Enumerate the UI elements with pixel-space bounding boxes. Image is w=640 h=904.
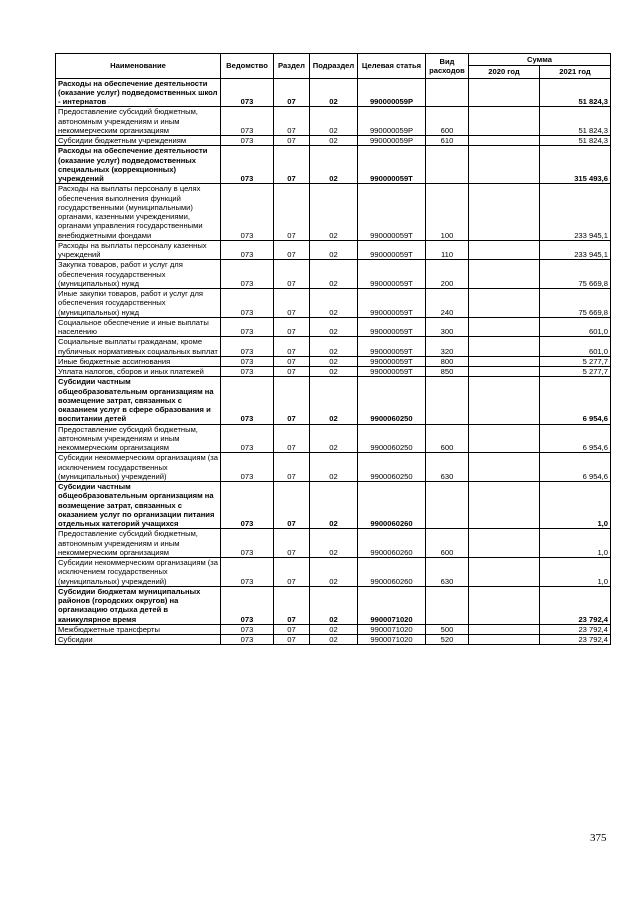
table-row: [56, 260, 611, 289]
cell-target: 9900071020: [358, 635, 426, 645]
cell-sum-2021: 6 954,6: [540, 424, 611, 453]
cell-expense-type: 600: [426, 529, 469, 558]
cell-name: Расходы на обеспечение деятельности (оказание услуг) подведомственных школ - интернатов: [56, 78, 221, 107]
table-row: [56, 136, 611, 146]
cell-sum-2021: 75 669,8: [540, 289, 611, 318]
cell-name: Субсидии частным общеобразовательным организациям на возмещение затрат, связанных с оказанием услуг по организации питания отдельных категорий учащихся: [56, 482, 221, 529]
cell-sum-2020: [469, 586, 540, 624]
cell-target: 9900060260: [358, 529, 426, 558]
table-row: [56, 146, 611, 184]
cell-name: Субсидии бюджетам муниципальных районов (городских округов) на организацию отдыха детей в каникулярное время: [56, 586, 221, 624]
cell-sum-2021: 6 954,6: [540, 453, 611, 482]
cell-target: 990000059Р: [358, 78, 426, 107]
page-number: 375: [590, 832, 607, 844]
cell-target: 990000059Т: [358, 337, 426, 357]
cell-dept: 073: [221, 107, 274, 136]
cell-dept: 073: [221, 482, 274, 529]
table-row: [56, 367, 611, 377]
cell-name: Расходы на обеспечение деятельности (оказание услуг) подведомственных специальных (коррекционных) учреждений: [56, 146, 221, 184]
cell-sum-2020: [469, 367, 540, 377]
cell-name: Субсидии бюджетным учреждениям: [56, 136, 221, 146]
cell-name: Расходы на выплаты персоналу казенных учреждений: [56, 240, 221, 260]
header-year-2021: 2021 год: [540, 66, 611, 78]
cell-target: 990000059Т: [358, 289, 426, 318]
cell-subsection: 02: [310, 260, 358, 289]
cell-section: 07: [274, 107, 310, 136]
cell-subsection: 02: [310, 356, 358, 366]
cell-section: 07: [274, 337, 310, 357]
header-subsection: Подраздел: [310, 54, 358, 79]
cell-subsection: 02: [310, 635, 358, 645]
table-header: [56, 54, 611, 79]
header-target: Целевая статья: [358, 54, 426, 79]
cell-expense-type: 610: [426, 136, 469, 146]
cell-name: Предоставление субсидий бюджетным, автономным учреждениям и иным некоммерческим организациям: [56, 529, 221, 558]
table-row: [56, 635, 611, 645]
cell-sum-2021: 23 792,4: [540, 586, 611, 624]
cell-expense-type: [426, 377, 469, 424]
cell-expense-type: [426, 482, 469, 529]
cell-sum-2020: [469, 136, 540, 146]
cell-target: 9900060260: [358, 482, 426, 529]
cell-section: 07: [274, 558, 310, 587]
cell-name: Иные бюджетные ассигнования: [56, 356, 221, 366]
cell-name: Уплата налогов, сборов и иных платежей: [56, 367, 221, 377]
cell-section: 07: [274, 586, 310, 624]
cell-target: 9900060250: [358, 453, 426, 482]
cell-dept: 073: [221, 424, 274, 453]
cell-sum-2020: [469, 78, 540, 107]
cell-subsection: 02: [310, 624, 358, 634]
cell-sum-2021: 5 277,7: [540, 356, 611, 366]
cell-subsection: 02: [310, 558, 358, 587]
cell-sum-2020: [469, 184, 540, 241]
cell-dept: 073: [221, 240, 274, 260]
table-row: [56, 356, 611, 366]
cell-expense-type: 200: [426, 260, 469, 289]
cell-sum-2021: 23 792,4: [540, 624, 611, 634]
cell-target: 990000059Р: [358, 107, 426, 136]
cell-subsection: 02: [310, 78, 358, 107]
cell-section: 07: [274, 635, 310, 645]
cell-sum-2020: [469, 453, 540, 482]
cell-expense-type: 630: [426, 453, 469, 482]
cell-sum-2021: 6 954,6: [540, 377, 611, 424]
cell-subsection: 02: [310, 367, 358, 377]
table-row: [56, 624, 611, 634]
cell-sum-2020: [469, 356, 540, 366]
cell-dept: 073: [221, 260, 274, 289]
header-dept: Ведомство: [221, 54, 274, 79]
cell-subsection: 02: [310, 424, 358, 453]
cell-section: 07: [274, 78, 310, 107]
header-name: Наименование: [56, 54, 221, 79]
cell-expense-type: 630: [426, 558, 469, 587]
cell-name: Иные закупки товаров, работ и услуг для обеспечения государственных (муниципальных) нужд: [56, 289, 221, 318]
cell-subsection: 02: [310, 136, 358, 146]
cell-sum-2020: [469, 260, 540, 289]
cell-name: Социальное обеспечение и иные выплаты населению: [56, 317, 221, 337]
cell-sum-2021: 1,0: [540, 482, 611, 529]
cell-section: 07: [274, 184, 310, 241]
cell-name: Субсидии частным общеобразовательным организациям на возмещение затрат, связанных с оказанием услуг в сфере образования и воспитании детей: [56, 377, 221, 424]
cell-section: 07: [274, 529, 310, 558]
cell-sum-2021: 1,0: [540, 529, 611, 558]
cell-expense-type: 800: [426, 356, 469, 366]
cell-target: 990000059Т: [358, 184, 426, 241]
table-body: [56, 78, 611, 645]
table-row: [56, 337, 611, 357]
cell-section: 07: [274, 240, 310, 260]
cell-section: 07: [274, 146, 310, 184]
cell-sum-2020: [469, 317, 540, 337]
cell-subsection: 02: [310, 317, 358, 337]
cell-target: 9900060250: [358, 424, 426, 453]
cell-sum-2020: [469, 289, 540, 318]
cell-target: 990000059Т: [358, 146, 426, 184]
cell-dept: 073: [221, 558, 274, 587]
cell-expense-type: 600: [426, 424, 469, 453]
cell-dept: 073: [221, 78, 274, 107]
table-row: [56, 78, 611, 107]
cell-section: 07: [274, 624, 310, 634]
cell-name: Субсидии: [56, 635, 221, 645]
cell-target: 990000059Т: [358, 367, 426, 377]
cell-subsection: 02: [310, 289, 358, 318]
cell-dept: 073: [221, 635, 274, 645]
cell-target: 990000059Т: [358, 240, 426, 260]
cell-sum-2021: 601,0: [540, 317, 611, 337]
cell-subsection: 02: [310, 107, 358, 136]
cell-sum-2021: 23 792,4: [540, 635, 611, 645]
cell-dept: 073: [221, 356, 274, 366]
cell-section: 07: [274, 367, 310, 377]
cell-expense-type: 110: [426, 240, 469, 260]
cell-sum-2020: [469, 424, 540, 453]
cell-name: Расходы на выплаты персоналу в целях обеспечения выполнения функций государственными (муниципальными) органами, казенными учреждениями, органами управления государственными внебюджетными фондами: [56, 184, 221, 241]
cell-sum-2020: [469, 624, 540, 634]
table-row: [56, 453, 611, 482]
cell-dept: 073: [221, 453, 274, 482]
cell-sum-2021: 5 277,7: [540, 367, 611, 377]
cell-sum-2021: 75 669,8: [540, 260, 611, 289]
cell-sum-2021: 233 945,1: [540, 240, 611, 260]
cell-dept: 073: [221, 377, 274, 424]
cell-subsection: 02: [310, 482, 358, 529]
cell-sum-2021: 315 493,6: [540, 146, 611, 184]
cell-sum-2020: [469, 146, 540, 184]
cell-target: 9900071020: [358, 624, 426, 634]
cell-sum-2020: [469, 377, 540, 424]
cell-subsection: 02: [310, 377, 358, 424]
cell-name: Межбюджетные трансферты: [56, 624, 221, 634]
cell-section: 07: [274, 356, 310, 366]
cell-target: 990000059Т: [358, 260, 426, 289]
header-expense-type: Вид расходов: [426, 54, 469, 79]
table-row: [56, 240, 611, 260]
cell-expense-type: 500: [426, 624, 469, 634]
cell-section: 07: [274, 482, 310, 529]
cell-section: 07: [274, 377, 310, 424]
cell-section: 07: [274, 424, 310, 453]
cell-sum-2021: 51 824,3: [540, 78, 611, 107]
table-row: [56, 184, 611, 241]
cell-section: 07: [274, 136, 310, 146]
cell-sum-2020: [469, 558, 540, 587]
table-row: [56, 558, 611, 587]
cell-dept: 073: [221, 184, 274, 241]
cell-dept: 073: [221, 136, 274, 146]
cell-subsection: 02: [310, 453, 358, 482]
budget-table: [55, 53, 611, 645]
cell-dept: 073: [221, 317, 274, 337]
cell-target: 990000059Т: [358, 356, 426, 366]
cell-target: 9900060260: [358, 558, 426, 587]
cell-name: Закупка товаров, работ и услуг для обеспечения государственных (муниципальных) нужд: [56, 260, 221, 289]
cell-target: 9900060250: [358, 377, 426, 424]
cell-name: Предоставление субсидий бюджетным, автономным учреждениям и иным некоммерческим организациям: [56, 107, 221, 136]
cell-sum-2020: [469, 482, 540, 529]
table-row: [56, 529, 611, 558]
table-row: [56, 107, 611, 136]
cell-subsection: 02: [310, 337, 358, 357]
cell-expense-type: 850: [426, 367, 469, 377]
cell-expense-type: [426, 586, 469, 624]
cell-expense-type: [426, 78, 469, 107]
cell-subsection: 02: [310, 240, 358, 260]
table-row: [56, 424, 611, 453]
cell-sum-2021: 601,0: [540, 337, 611, 357]
cell-target: 990000059Т: [358, 317, 426, 337]
cell-sum-2021: 51 824,3: [540, 107, 611, 136]
cell-dept: 073: [221, 146, 274, 184]
cell-dept: 073: [221, 289, 274, 318]
cell-dept: 073: [221, 586, 274, 624]
cell-expense-type: [426, 146, 469, 184]
cell-section: 07: [274, 317, 310, 337]
cell-expense-type: 240: [426, 289, 469, 318]
cell-sum-2021: 1,0: [540, 558, 611, 587]
cell-target: 9900071020: [358, 586, 426, 624]
cell-sum-2021: 51 824,3: [540, 136, 611, 146]
cell-name: Субсидии некоммерческим организациям (за исключением государственных (муниципальных) учреждений): [56, 558, 221, 587]
cell-expense-type: 520: [426, 635, 469, 645]
table-row: [56, 289, 611, 318]
cell-sum-2020: [469, 337, 540, 357]
table-row: [56, 586, 611, 624]
cell-expense-type: 600: [426, 107, 469, 136]
cell-dept: 073: [221, 529, 274, 558]
cell-subsection: 02: [310, 529, 358, 558]
cell-sum-2021: 233 945,1: [540, 184, 611, 241]
cell-subsection: 02: [310, 184, 358, 241]
cell-dept: 073: [221, 624, 274, 634]
cell-sum-2020: [469, 240, 540, 260]
cell-sum-2020: [469, 529, 540, 558]
cell-dept: 073: [221, 367, 274, 377]
cell-subsection: 02: [310, 146, 358, 184]
cell-expense-type: 320: [426, 337, 469, 357]
cell-expense-type: 100: [426, 184, 469, 241]
cell-sum-2020: [469, 635, 540, 645]
table-row: [56, 317, 611, 337]
cell-dept: 073: [221, 337, 274, 357]
cell-target: 990000059Р: [358, 136, 426, 146]
cell-name: Социальные выплаты гражданам, кроме публичных нормативных социальных выплат: [56, 337, 221, 357]
header-sum: Сумма: [469, 54, 611, 66]
cell-name: Предоставление субсидий бюджетным, автономным учреждениям и иным некоммерческим организациям: [56, 424, 221, 453]
cell-section: 07: [274, 453, 310, 482]
cell-section: 07: [274, 260, 310, 289]
table-row: [56, 377, 611, 424]
cell-subsection: 02: [310, 586, 358, 624]
table-row: [56, 482, 611, 529]
cell-sum-2020: [469, 107, 540, 136]
header-year-2020: 2020 год: [469, 66, 540, 78]
header-section: Раздел: [274, 54, 310, 79]
cell-expense-type: 300: [426, 317, 469, 337]
cell-section: 07: [274, 289, 310, 318]
cell-name: Субсидии некоммерческим организациям (за исключением государственных (муниципальных) учреждений): [56, 453, 221, 482]
